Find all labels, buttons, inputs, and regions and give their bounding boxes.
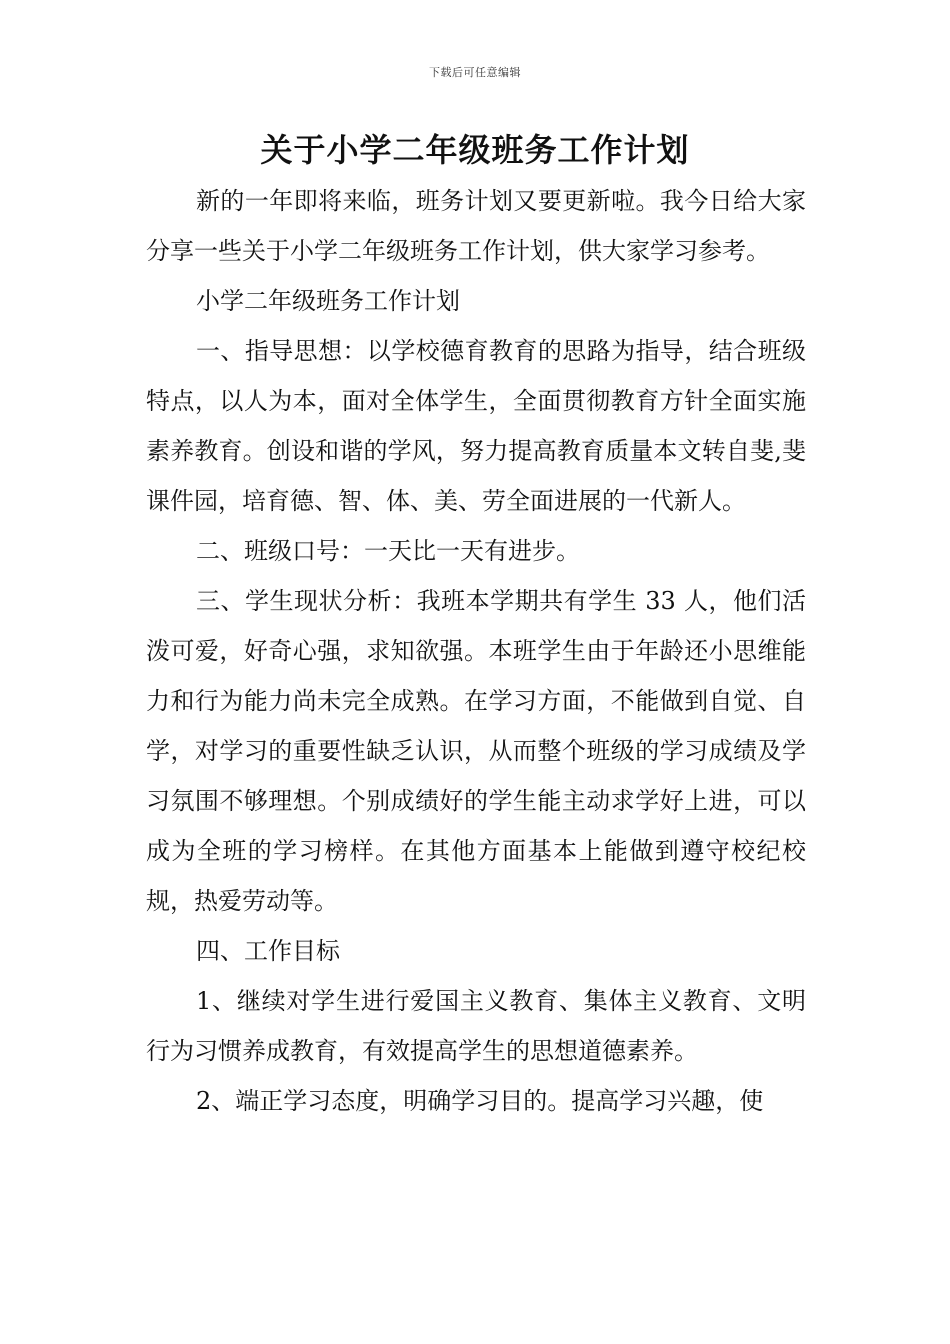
document-title: 关于小学二年级班务工作计划 <box>260 131 690 169</box>
paragraph-student-analysis: 三、学生现状分析：我班本学期共有学生 33 人，他们活泼可爱，好奇心强，求知欲强。本班学生由于年龄还小思维能力和行为能力尚未完全成熟。在学习方面，不能做到自觉、自学，对学习的重要性缺乏认识，从而整个班级的学习成绩及学习氛围不够理想。个别成绩好的学生能主动求学好上进，可以成为全班的学习榜样。在其他方面基本上能做到遵守校纪校规，热爱劳动等。 <box>146 587 806 915</box>
paragraph-work-goals-heading: 四、工作目标 <box>196 937 340 965</box>
paragraph-goal-1: 1、继续对学生进行爱国主义教育、集体主义教育、文明行为习惯养成教育，有效提高学生的思想道德素养。 <box>146 987 806 1065</box>
paragraph-class-slogan: 二、班级口号：一天比一天有进步。 <box>196 537 580 565</box>
paragraph-intro: 新的一年即将来临，班务计划又要更新啦。我今日给大家分享一些关于小学二年级班务工作计划，供大家学习参考。 <box>146 187 806 265</box>
paragraph-goal-2: 2、端正学习态度，明确学习目的。提高学习兴趣，使 <box>196 1087 764 1115</box>
paragraph-subtitle: 小学二年级班务工作计划 <box>196 287 460 315</box>
header-note: 下载后可任意编辑 <box>429 66 521 79</box>
document-body <box>146 176 806 1126</box>
paragraph-guiding-thought: 一、指导思想：以学校德育教育的思路为指导，结合班级特点，以人为本，面对全体学生，全面贯彻教育方针全面实施素养教育。创设和谐的学风，努力提高教育质量本文转自斐,斐课件园，培育德、智、体、美、劳全面进展的一代新人。 <box>146 337 806 515</box>
